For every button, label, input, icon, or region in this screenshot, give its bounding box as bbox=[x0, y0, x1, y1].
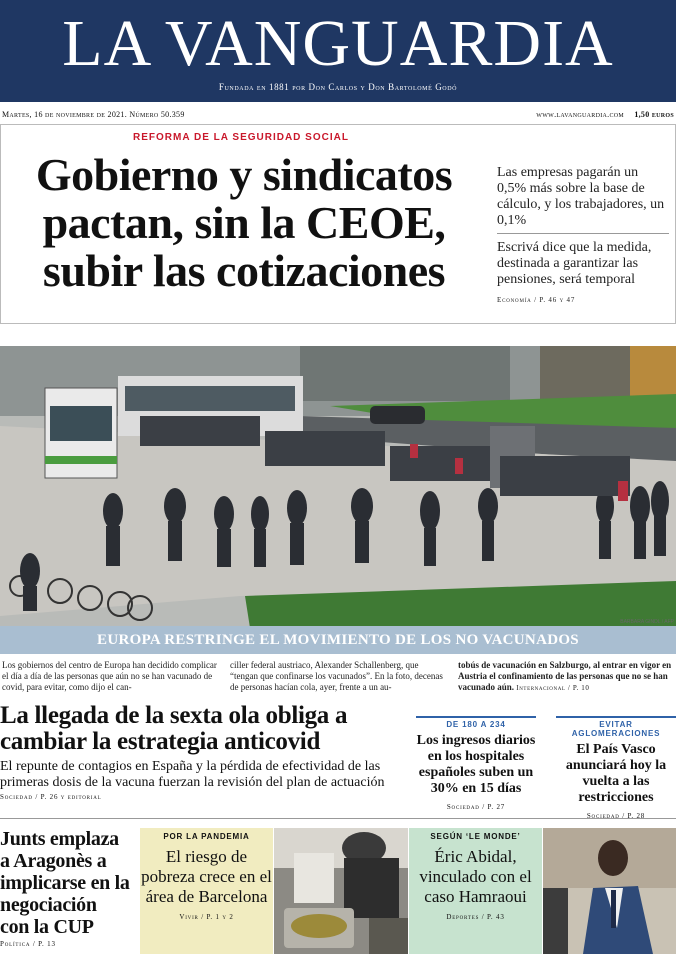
abidal-story bbox=[409, 828, 542, 954]
abidal-kicker: SEGÚN ‘LE MONDE’ bbox=[430, 832, 521, 841]
founded-line: Fundada en 1881 por Don Carlos y Don Bartolomé Godó bbox=[218, 82, 458, 92]
hospital-section-ref[interactable]: Sociedad / P. 27 bbox=[446, 803, 506, 811]
hospital-story bbox=[416, 716, 536, 811]
abidal-headline[interactable]: Éric Abidal, vinculado con el caso Hamraoui bbox=[419, 847, 532, 906]
lead-story bbox=[0, 124, 676, 324]
divider bbox=[497, 233, 669, 234]
main-photo[interactable] bbox=[0, 346, 676, 628]
junts-story bbox=[0, 828, 130, 948]
hospital-headline[interactable]: Los ingresos diarios en los hospitales españoles suben un 30% en 15 días bbox=[416, 733, 536, 796]
poverty-section-ref[interactable]: Vivir / P. 1 y 2 bbox=[179, 913, 234, 921]
photo-caption-col-3 bbox=[458, 660, 674, 694]
website-link[interactable]: www.lavanguardia.com bbox=[536, 110, 625, 119]
hospital-kicker: DE 180 A 234 bbox=[416, 716, 536, 729]
junts-section-ref[interactable]: Política / P. 13 bbox=[0, 940, 56, 948]
photo-band-headline[interactable]: EUROPA RESTRINGE EL MOVIMIENTO DE LOS NO VACUNADOS bbox=[0, 626, 676, 654]
lead-sidebar bbox=[497, 165, 669, 308]
lead-kicker: REFORMA DE LA SEGURIDAD SOCIAL bbox=[133, 132, 349, 143]
divider bbox=[0, 818, 676, 819]
photo-caption-col-3-text: tobús de vacunación en Salzburgo, al entrar en vigor en Austria el confinamiento de las personas que no se han vacunado aún. bbox=[458, 660, 672, 692]
covid-deck: El repunte de contagios en España y la pérdida de efectividad de las primeras dosis de la vacuna fuerzan la revisión del plan de actuación bbox=[0, 759, 385, 790]
abidal-photo[interactable] bbox=[543, 828, 676, 954]
abidal-image bbox=[543, 828, 676, 954]
poverty-kicker: POR LA PANDEMIA bbox=[163, 832, 250, 841]
photo-caption-col-2: ciller federal austriaco, Alexander Schallenberg, que “tengan que confinarse los vacunados”. En la foto, decenas de personas hacían cola, ayer, frente a un au- bbox=[230, 660, 443, 692]
price: 1,50 euros bbox=[634, 110, 674, 119]
masthead bbox=[0, 0, 676, 102]
dateline-right bbox=[536, 110, 674, 119]
junts-headline[interactable]: Junts emplaza a Aragonès a implicarse en la negociación con la CUP bbox=[0, 828, 130, 938]
basque-section-ref[interactable]: Sociedad / P. 28 bbox=[586, 812, 646, 820]
lead-summary-1: Las empresas pagarán un 0,5% más sobre la base de cálculo, y los trabajadores, un 0,1% bbox=[497, 165, 665, 228]
vaccination-queue-photo bbox=[0, 346, 676, 628]
covid-headline[interactable]: La llegada de la sexta ola obliga a cambiar la estrategia anticovid bbox=[0, 702, 348, 755]
dateline bbox=[0, 106, 676, 122]
lead-headline[interactable]: Gobierno y sindicatos pactan, sin la CEOE, subir las cotizaciones bbox=[35, 149, 453, 296]
photo-credit: BARBARA GINDL / AFP bbox=[620, 619, 674, 625]
photo-caption-col-1: Los gobiernos del centro de Europa han decidido complicar el día a día de las personas que aún no se han vacunado de covid, para evitar, como dijo el can- bbox=[2, 660, 217, 692]
soup-kitchen-photo[interactable] bbox=[274, 828, 408, 954]
soup-kitchen-image bbox=[274, 828, 408, 954]
covid-section-ref[interactable]: Sociedad / P. 26 y editorial bbox=[0, 793, 102, 801]
covid-story bbox=[0, 703, 410, 811]
lead-summary-2: Escrivá dice que la medida, destinada a garantizar las pensiones, será temporal bbox=[497, 240, 652, 287]
poverty-headline[interactable]: El riesgo de pobreza crece en el área de Barcelona bbox=[141, 847, 272, 906]
basque-headline[interactable]: El País Vasco anunciará hoy la vuelta a las restricciones bbox=[565, 742, 667, 805]
basque-kicker: EVITAR AGLOMERACIONES bbox=[556, 716, 676, 738]
newspaper-logo[interactable]: LA VANGUARDIA bbox=[62, 7, 614, 80]
poverty-story bbox=[140, 828, 273, 954]
issue-date: Martes, 16 de noviembre de 2021. Número 50.359 bbox=[2, 110, 185, 119]
abidal-section-ref[interactable]: Deportes / P. 43 bbox=[446, 913, 505, 921]
basque-story bbox=[556, 716, 676, 820]
photo-caption-section-ref[interactable]: Internacional / P. 10 bbox=[516, 684, 590, 692]
lead-section-ref[interactable]: Economía / P. 46 y 47 bbox=[497, 296, 576, 304]
